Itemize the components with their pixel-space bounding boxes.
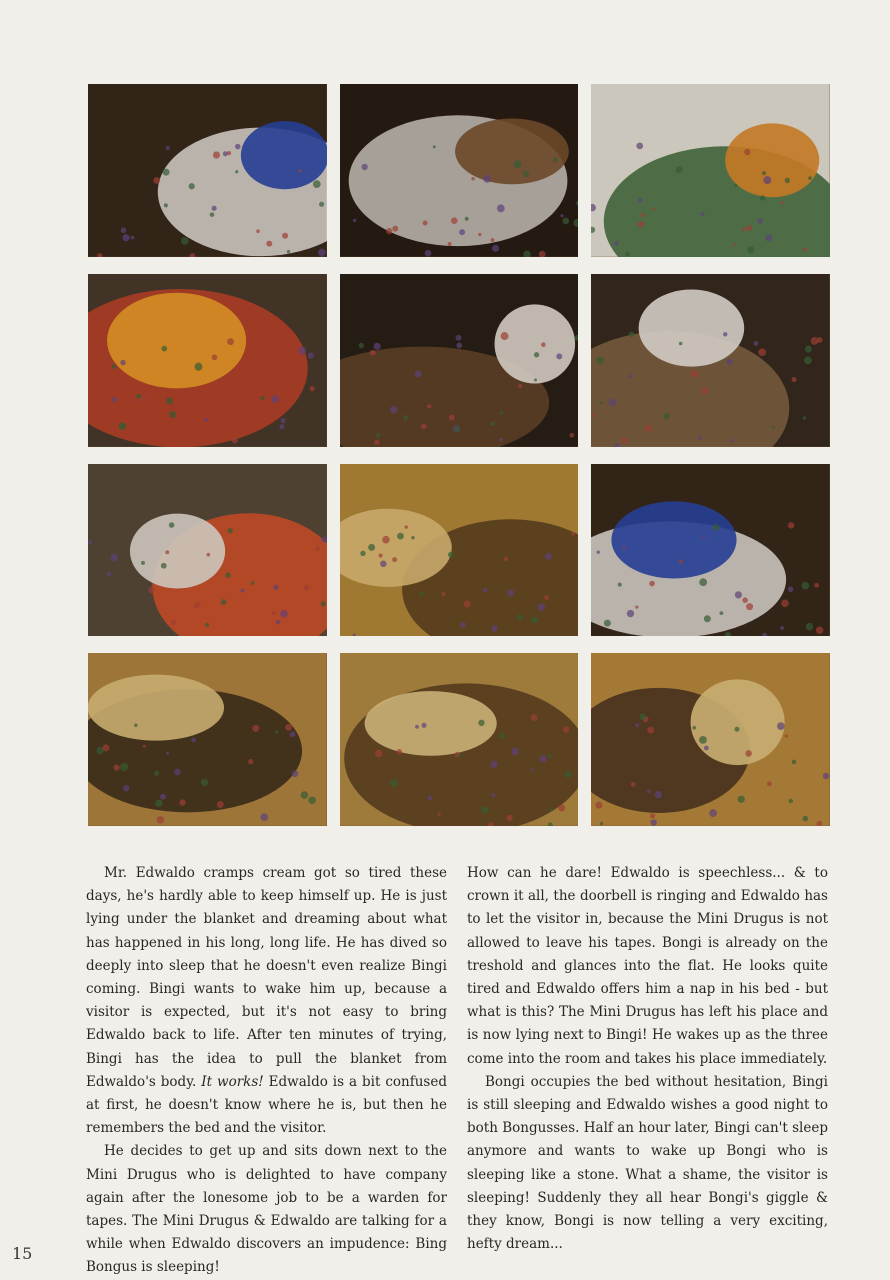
photo-7 (88, 464, 327, 637)
photo-5 (340, 274, 579, 447)
story-text (86, 862, 828, 1280)
photo-grid (88, 84, 830, 826)
emphasis-text: It works! (201, 1073, 264, 1090)
text-column-left (86, 862, 447, 1280)
paragraph: Bongi occupies the bed without hesitation, Bingi is still sleeping and Edwaldo wishes a good night to both Bongusses. Half an hour later, Bingi can't sleep anymore and wants to wake up Bongi who is sleeping like a stone. What a shame, the visitor is sleeping! Suddenly they all hear Bongi's giggle & they know, Bongi is now telling a very exciting, hefty dream... (467, 1073, 828, 1253)
photo-6 (591, 274, 830, 447)
photo-1 (88, 84, 327, 257)
paragraph: He decides to get up and sits down next to the Mini Drugus who is delighted to have company again after the lonesome job to be a warden for tapes. The Mini Drugus & Edwaldo are talking for a while when Edwaldo discovers an impudence: Bing Bongus is sleeping! (86, 1143, 447, 1276)
photo-11 (340, 653, 579, 826)
photo-4 (88, 274, 327, 447)
text-column-right (467, 862, 828, 1280)
paragraph: Mr. Edwaldo cramps cream got so tired these days, he's hardly able to keep himself up. He is just lying under the blanket and dreaming about what has happened in his long, long life. He has dived so deeply into sleep that he doesn't even realize Bingi coming. Bingi wants to wake him up, because a visitor is expected, but it's not easy to bring Edwaldo back to life. After ten minutes of trying, Bingi has the idea to pull the blanket from Edwaldo's body. It works! Edwaldo is a bit confused at first, he doesn't know where he is, but then he remembers the bed and the visitor. (86, 865, 447, 1137)
photo-10 (88, 653, 327, 826)
photo-8 (340, 464, 579, 637)
photo-9 (591, 464, 830, 637)
paragraph: How can he dare! Edwaldo is speechless... & to crown it all, the doorbell is ringing and Edwaldo has to let the visitor in, because the Mini Drugus is not allowed to leave his tapes. Bongi is already on the treshold and glances into the flat. He looks quite tired and Edwaldo offers him a nap in his bed - but what is this? The Mini Drugus has left his place and is now lying next to Bingi! He wakes up as the three come into the room and takes his place immediately. (467, 865, 828, 1067)
photo-3 (591, 84, 830, 257)
photo-12 (591, 653, 830, 826)
photo-2 (340, 84, 579, 257)
page-number: 15 (12, 1244, 33, 1263)
